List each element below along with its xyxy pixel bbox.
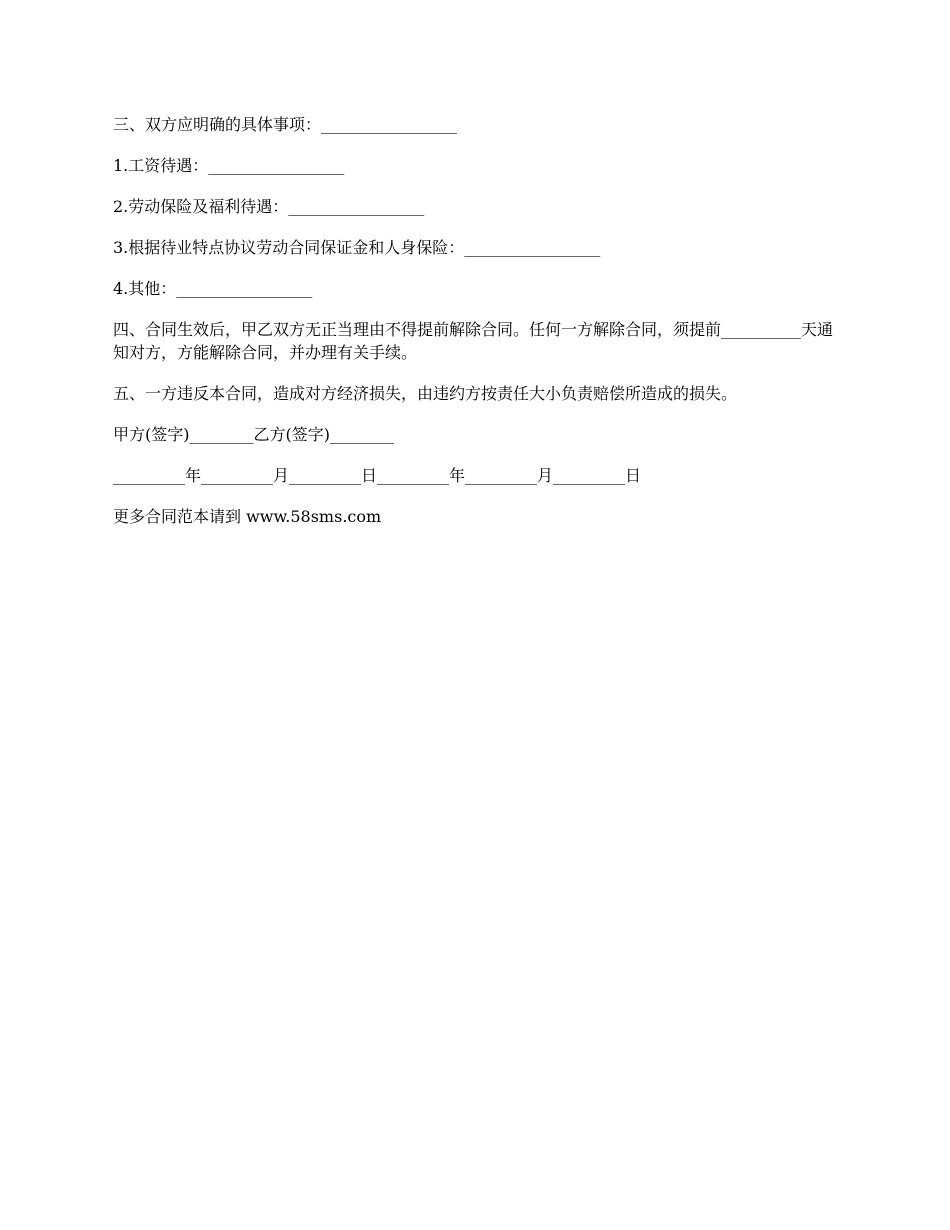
date-line: _________年_________月_________日_________年_________月_________日 <box>113 466 642 485</box>
section-five-liability: 五、一方违反本合同，造成对方经济损失，由违约方按责任大小负责赔偿所造成的损失。 <box>113 384 738 403</box>
footer-note: 更多合同范本请到 www.58sms.com <box>113 507 382 526</box>
section-three-heading: 三、双方应明确的具体事项：_________________ <box>113 115 458 134</box>
item-deposit-insurance: 3.根据待业特点协议劳动合同保证金和人身保险：_________________ <box>113 238 601 257</box>
item-insurance-welfare: 2.劳动保险及福利待遇：_________________ <box>113 197 425 216</box>
item-other: 4.其他：_________________ <box>113 279 313 298</box>
signature-line: 甲方(签字)________乙方(签字)________ <box>113 425 394 444</box>
section-four-termination: 四、合同生效后，甲乙双方无正当理由不得提前解除合同。任何一方解除合同，须提前__________天通知对方，方能解除合同，并办理有关手续。 <box>113 320 834 362</box>
document-page <box>113 113 840 546</box>
item-salary: 1.工资待遇：_________________ <box>113 156 345 175</box>
